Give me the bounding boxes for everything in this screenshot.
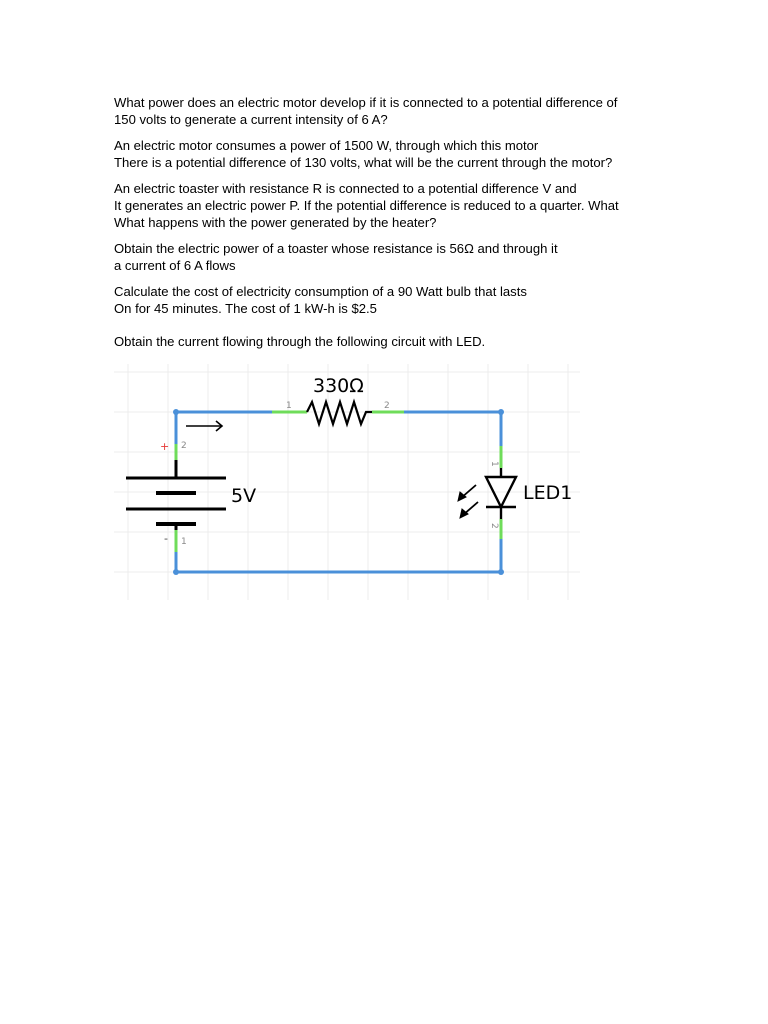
question-3-line-3: What happens with the power generated by the heater? [114, 215, 437, 230]
battery-minus-sign: - [164, 532, 168, 545]
led-label: LED1 [523, 482, 573, 504]
battery-pin-2: 2 [181, 441, 187, 451]
question-1-line-2: 150 volts to generate a current intensity of 6 A? [114, 112, 388, 127]
question-list [114, 94, 674, 350]
question-6-line-1: Obtain the current flowing through the following circuit with LED. [114, 334, 486, 349]
question-1 [114, 94, 674, 128]
grid [114, 364, 580, 600]
resistor-pin-1: 1 [286, 401, 292, 411]
battery-label: 5V [231, 485, 257, 507]
question-5-line-2: On for 45 minutes. The cost of 1 kW-h is $2.5 [114, 301, 377, 316]
question-2-line-1: An electric motor consumes a power of 1500 W, through which this motor [114, 138, 539, 153]
question-6 [114, 333, 674, 350]
question-4 [114, 240, 674, 274]
led-pin-2: 2 [489, 523, 499, 529]
question-5-line-1: Calculate the cost of electricity consumption of a 90 Watt bulb that lasts [114, 284, 527, 299]
question-4-line-1: Obtain the electric power of a toaster whose resistance is 56Ω and through it [114, 241, 558, 256]
current-arrow-icon [186, 421, 222, 431]
resistor-symbol [307, 402, 372, 424]
question-3-line-1: An electric toaster with resistance R is connected to a potential difference V and [114, 181, 577, 196]
question-3 [114, 180, 674, 231]
led-light-arrows-icon [458, 485, 478, 518]
battery-pin-1: 1 [181, 537, 187, 547]
question-2-line-2: There is a potential difference of 130 volts, what will be the current through the motor? [114, 155, 613, 170]
pin-highlights [176, 412, 501, 552]
resistor-label: 330Ω [313, 375, 364, 397]
junction-bottom-left [173, 569, 179, 575]
question-4-line-2: a current of 6 A flows [114, 258, 236, 273]
led-symbol [486, 468, 516, 519]
junction-top-left [173, 409, 179, 415]
led-pin-1: 1 [489, 461, 499, 467]
battery-plus-sign: + [160, 440, 170, 453]
question-2 [114, 137, 674, 171]
resistor-pin-2: 2 [384, 401, 390, 411]
junction-bottom-right [498, 569, 504, 575]
battery-symbol [126, 460, 226, 530]
circuit-svg [114, 364, 584, 604]
question-5 [114, 283, 674, 317]
junction-top-right [498, 409, 504, 415]
circuit-diagram [114, 364, 584, 604]
question-1-line-1: What power does an electric motor develop if it is connected to a potential difference of [114, 95, 618, 110]
question-3-line-2: It generates an electric power P. If the potential difference is reduced to a quarter. What [114, 198, 619, 213]
